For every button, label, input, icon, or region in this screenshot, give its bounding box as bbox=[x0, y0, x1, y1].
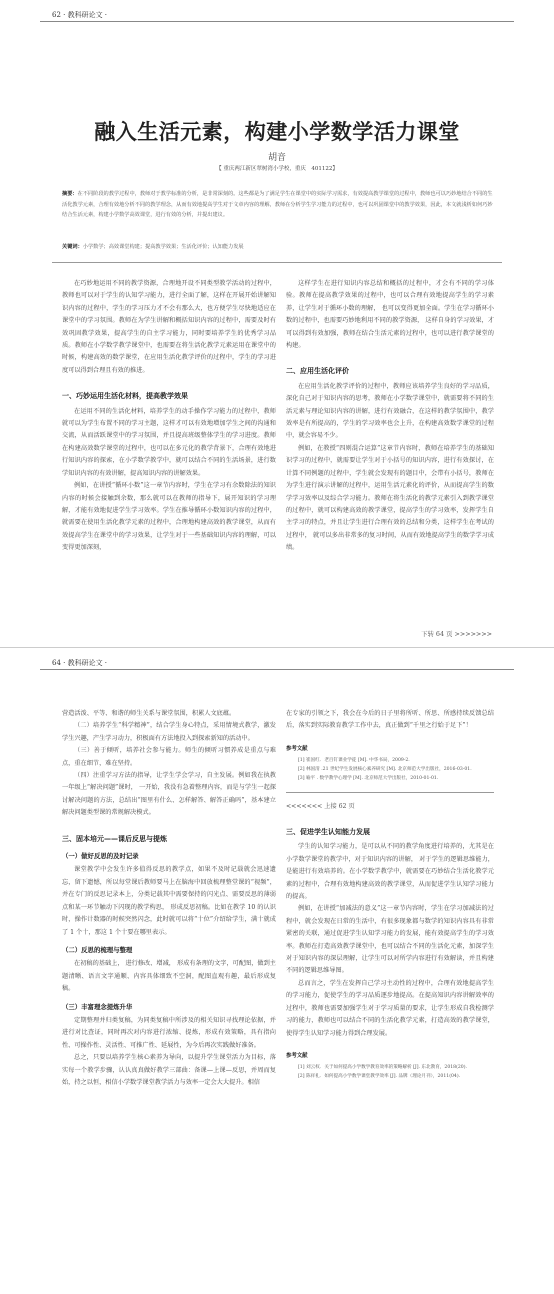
abstract bbox=[62, 189, 494, 221]
header-rule bbox=[40, 669, 514, 670]
continued-from-note: <<<<<<< 上接 62 页 bbox=[286, 802, 355, 810]
reference-item: [3] 喻平 . 数学教学心理学 [M]. 北京师范大学出版社，2010-01-01. bbox=[298, 775, 439, 781]
body-paragraph: （二）培养学生“科学精神”，结合学生身心特点，采用情境式教学，激发学生兴趣，产生学习动力，积极面有方法地投入到探索新知的活动中。 bbox=[62, 722, 276, 742]
subsection-heading: （一）做好反思的及时记录 bbox=[62, 852, 139, 861]
column-left bbox=[62, 708, 276, 1089]
closing-paragraph bbox=[286, 708, 494, 733]
body-paragraph: 学生的认知学习能力，是可以从不同的教学角度进行培养的，尤其是在小学数学课堂的教学中，对于知识内容的讲解， 对于学生的逻辑思维能力， 是能进行有效培养的。在小学数学教学中，就需要在巧妙结合生活化教学元素的过程中，合理有效地构建高效的教学课堂，从而促进学生认知学习能力的提高。 bbox=[286, 843, 494, 901]
section-heading: 三、固本培元——课后反思与提炼 bbox=[62, 834, 167, 843]
body-paragraph: 在专家的引领之下，我会在今后的日子里将所听、所思、所感持续反馈总结后，落实到实际教育教学工作中去，真正做到“千里之行始于足下”！ bbox=[286, 710, 494, 730]
keywords-label: 关键词： bbox=[62, 244, 83, 250]
references-heading: 参考文献 bbox=[286, 1052, 308, 1059]
abstract-rule bbox=[52, 262, 502, 263]
keywords-text: 小学数学；高效课堂构建；提高教学效果；生活化评价；认知能力发展 bbox=[82, 244, 244, 250]
body-paragraph: 例如，在讲授“循环小数”这一章节内容时，学生在学习有余数除法的知识内容的时候会接触到余数，那么就可以在教师的指导下，展开知识的学习理解，才能有效地促进学生学习效率。学生在推导循环小数知识内容的过程中，就需要在使用生活化教学元素的过程中，合理地构建高效的教学课堂，从而有效提高学生在课堂中的学习效果，让学生对于一些基础知识内容的理解，可以变得更加深刻， bbox=[62, 482, 276, 552]
body-paragraph: 例如，在教授“四则混合运算”这章节内容时，教师在培养学生的基础知识学习的过程中，就需要让学生对于小括号的知识内容，进行有效探讨，在计算不同例题的过程中，学生就会发现有的题目中，会带有小括号，教师在为学生进行演示讲解的过程中，运用生活元素化的评价，从而提高学生的数学学习效率以及综合学习能力。教师在将生活化的教学元素引入到教学课堂的过程中，就可以构建高效的教学课堂，提高学生的学习效率，发挥学生自主学习的特点，并且让学生进行合理有效的总结和分类，这样学生在考试的过程中， 就可以多出非常多的复习时间，从而有效地提高学生的数学学习成绩。 bbox=[286, 444, 494, 552]
column-left bbox=[62, 278, 276, 555]
running-header: 62 · 教科研论文 · bbox=[52, 11, 108, 19]
body-paragraph: 课堂教学中会发生许多值得反思的教学点，如果不及时记载就会迅速遗忘，留下遗憾，所以每堂课后教师要马上在脑海中回放梳理整堂课的“视频”，并在专门的反思记录本上，分类记载其中需要保持的闪光点、需要反思的薄弱点和某一环节触动下闪现的教学构思， 形成反思初稿。比如在教学 10 的认识时，操作计数器的时候突然闪念，此时就可以将“十位”介绍给学生，满十就成了 1 个十，那这 1 个十要在哪里表示。 bbox=[62, 866, 276, 936]
continued-note: 下转 64 页 >>>>>>> bbox=[421, 630, 492, 638]
body-paragraph: 在初稿的基础上， 进行修改、增减， 形成有条理的文字，可配图，做到主题清晰、语言文字通顺、内容具体细致不空洞，配图直观有趣，最后形成复稿。 bbox=[62, 960, 276, 993]
reference-item: [2] 林国清 .21 世纪学生发展核心素养研究 [M]. 北京师范大学出版社，2016-03-01. bbox=[298, 767, 472, 773]
body-paragraph: 在应用生活化教学评价的过程中，教师应该培养学生良好的学习品质，深化自己对于知识内容的思考，教师在小学数学课堂中，就需要将不同的生活元素与理论知识内容的讲解，进行有效融合，在这样的教学氛围中，教学效率是有所提高的，学生的学习效率也会上升，在构建高效数学课堂的过程中，就会容易不少。 bbox=[286, 382, 494, 440]
reference-item: [1] 刘云权．关于如何提高小学数学教育效率的策略解析 [J]. 东北教育，2018(20). bbox=[298, 1065, 467, 1071]
body-paragraph: 在运用不同的生活化材料，培养学生的动手操作学习能力的过程中，教师就可以为学生布置不同的学习主题，这样才可以有效地增加学生之间的沟通和交流，从而活跃课堂中的学习氛围，并且提高班级整体学生的学习进度。教师在构建高效数学课堂的过程中，也可以在多元化的教学背景下，合理有效地进行知识内容的探索，在小学数学教学中，就可以结合不同的生活场景，进行数学知识内容的有效讲解，提高知识内容的讲解效果。 bbox=[62, 407, 276, 477]
subsection-heading: （二）反思的梳理与整理 bbox=[62, 945, 133, 954]
references bbox=[286, 1050, 494, 1082]
header-rule bbox=[40, 21, 514, 22]
section-three bbox=[286, 826, 494, 1040]
body-paragraph: 总之，只要以培养学生核心素养为导向，以提升学生课堂活力为目标，落实每一个教学步骤，认认真真做好教学三部曲：备课—上课—反思，并周而复始，持之以恒，相信小学数学课堂教学活力与效率一定会大大提升。相信 bbox=[62, 1054, 276, 1086]
body-paragraph: 例如，在讲授“加减法的意义”这一章节内容时，学生在学习加减法的过程中，就会发现在日常的生活中，有很多现象都与数学的知识内容具有非常紧密的关联，通过促进学生认知学习能力的发展，能有效提高学生的学习效率。教师在打造高效教学课堂中，也可以结合不同的生活化元素，加深学生对于知识内容的深层理解，让学生可以对所学内容进行有效解读，并且构建不同的逻辑思维导图。 bbox=[286, 905, 494, 975]
author-affiliation: 【 重庆两江新区翠树湾小学校，重庆 401122】 bbox=[216, 166, 338, 172]
section-heading: 二、应用生活化评价 bbox=[286, 367, 349, 376]
running-header: 64 · 教科研论文 · bbox=[52, 659, 108, 667]
body-paragraph: （三）善于倾听，培养社会参与能力。师生的倾听习惯养成是重点与难点，重在细节，难在坚持。 bbox=[62, 747, 276, 767]
body-paragraph: 这样学生在进行知识内容总结和概括的过程中，才会有不同的学习体验。教师在提高教学效果的过程中，也可以合理有效地提高学生的学习素养，让学生对于循环小数的理解， 也可以变得更加全面。学生在学习循环小数的过程中，也需要巧妙地利用不同的教学资源， 这样自身的学习效果，才可以得到有效加强，教师在结合生活元素的过程中，也可以进行教学课堂的构建。 bbox=[286, 280, 494, 350]
column-right bbox=[286, 278, 494, 555]
section-rule bbox=[286, 792, 494, 793]
journal-page-64 bbox=[0, 647, 554, 1294]
article-title: 融入生活元素，构建小学数学活力课堂 bbox=[94, 120, 460, 144]
body-paragraph: 在巧妙地运用不同的教学资源，合理地开设不同类型教学活动的过程中， 教师也可以对于学生的认知学习能力，进行全面了解，这样在开展开始讲解知识内容的过程中，学生的学习压力才不会有那么大，也方便学生尽快地适应在课堂中的学习氛围。教师在为学生讲解和概括知识内容的过程中，需要及时有效巩固教学效果，提高学生的自主学习能力，同时要培养学生的优秀学习品质。教师在小学数学教学课堂中，也需要在将生活化教学元素运用在课堂中的时候，构建高效的数学课堂，在应用生活化教学评价的过程中，学生的学习进度可以得到合理且有效的推进。 bbox=[62, 280, 276, 374]
reference-item: [2] 陈祥礼．如何提高小学数学课堂教学效率 [J]. 品牌（理论月刊），2011(04). bbox=[298, 1074, 461, 1080]
keywords bbox=[62, 243, 494, 250]
section-heading: 一、巧妙运用生活化材料，提高教学效果 bbox=[62, 392, 188, 401]
subsection-heading: （三）丰富理念提炼升华 bbox=[62, 1002, 133, 1011]
body-paragraph: （四）注重学习方法的指导，让学生学会学习，自主发展。例如我在执教一年级上“解决问题”课时， 一开始，我没有急着整理内容，而是与学生一起探讨解决问题的方法，总结出“图里有什么、怎样解答、解答正确吗”，基本建立解决问题类型课的常规解决模式。 bbox=[62, 772, 276, 817]
reference-item: [1] 崔国红．老百钉课业学徒 [M]. 中华书局，2009-2. bbox=[298, 758, 410, 764]
body-paragraph: 总而言之，学生在发挥自己学习主动性的过程中，合理有效地提高学生的学习能力，促使学生的学习品质逐步地提高。在提高知识内容讲解效率的过程中，教师也需要加强学生对于学习质量的要求，让学生形成自我检测学习的能力，教师也可以结合不同的生活化教学元素，打造高效的教学课堂，使得学生认知学习能力得到合理发展。 bbox=[286, 979, 494, 1037]
body-paragraph: 定期整理并归类复稿，为同类复稿中所涉及的相关知识寻找理论依据，并进行对比查证，同时再次对内容进行浓缩、提炼，形成有效策略，具有指向性、可操作性、灵活性、可推广性、延展性，为今后再次实践做好准备。 bbox=[62, 1016, 276, 1049]
author-name: 胡音 bbox=[267, 153, 286, 163]
abstract-label: 摘要： bbox=[62, 191, 78, 197]
column-right bbox=[286, 708, 494, 1082]
abstract-text: 在不同阶段的教学过程中，教师对于教学标准的分析，是非常深刻的。这些都是为了满足学生在课堂中的实际学习需求，有效提高教学课堂的过程中，教师也可以巧妙地结合不同的生活化教学元素，合理有效地分析不同的教学理念，从而有效地提高学生对于文章内容的理解，教师在分析学生学习能力的过程中，也可以巩固课堂中的教学效果，因此，本文就浅析如何巧妙结合生活元素，构建小学数学高效课堂，进行有效的分析，并提出建议。 bbox=[62, 191, 493, 218]
references bbox=[286, 743, 494, 784]
section-heading: 三、促进学生认知能力发展 bbox=[286, 828, 370, 837]
references-heading: 参考文献 bbox=[286, 745, 308, 752]
body-paragraph: 营造活泼、平等、和谐的师生关系与课堂氛围，积累人文底蕴。 bbox=[62, 710, 236, 717]
journal-page-62 bbox=[0, 0, 554, 645]
